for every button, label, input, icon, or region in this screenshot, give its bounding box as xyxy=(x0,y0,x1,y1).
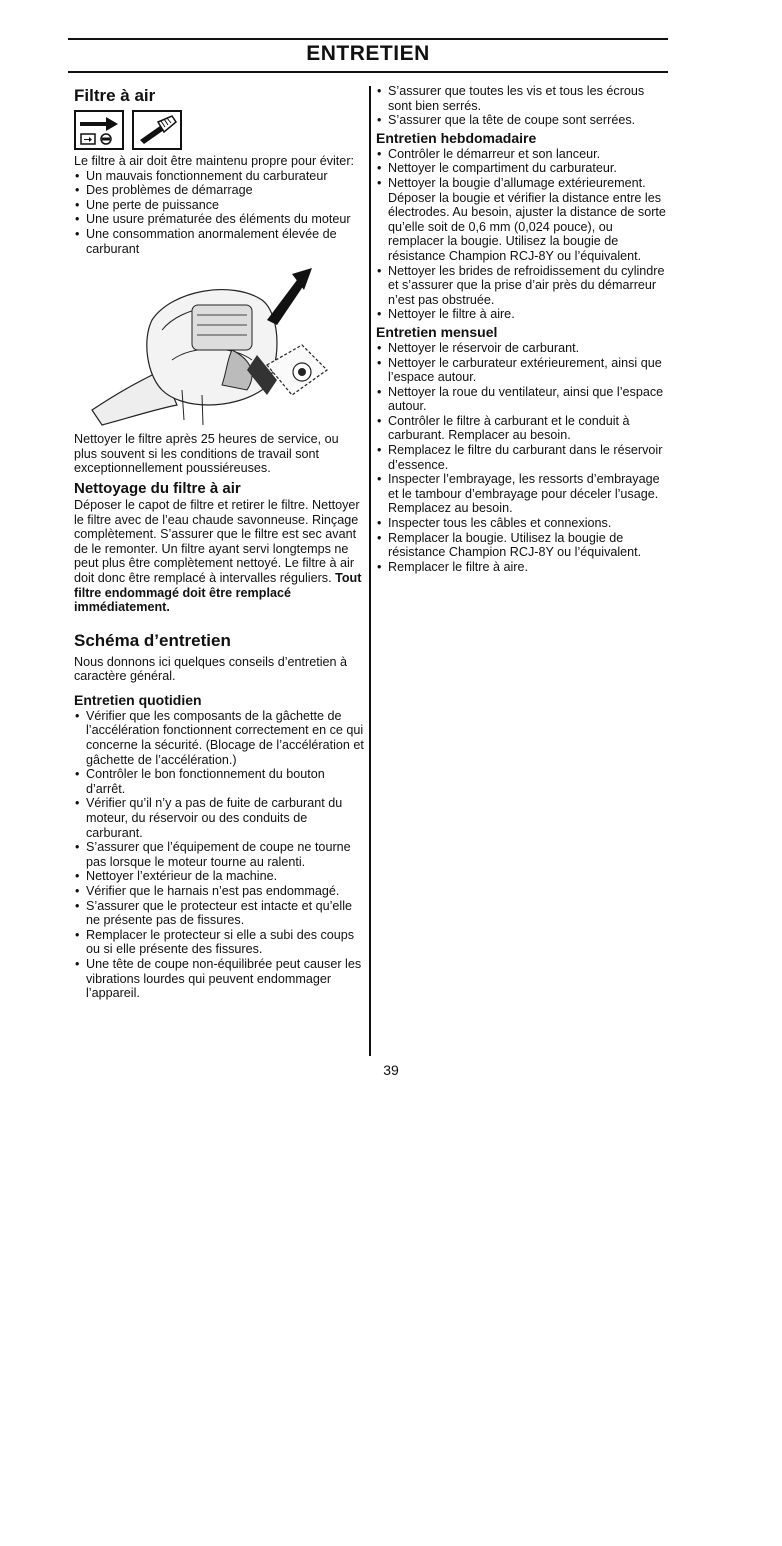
top-list xyxy=(376,84,670,128)
header-rule-bottom xyxy=(68,71,668,73)
list-item: • Une consommation anormalement élevée de carburant xyxy=(74,227,364,256)
filtre-list xyxy=(74,169,364,257)
maintenance-icons xyxy=(74,110,364,150)
stop-engine-icon xyxy=(74,110,124,150)
list-item: • Nettoyer le carburateur extérieurement, ainsi que l’espace autour. xyxy=(376,356,670,385)
list-item: • S’assurer que toutes les vis et tous les écrous sont bien serrés. xyxy=(376,84,670,113)
page-number: 39 xyxy=(383,1062,399,1078)
list-item: • Inspecter l’embrayage, les ressorts d’embrayage et le tambour d’embrayage pour déceler l’usage. Remplacez au besoin. xyxy=(376,472,670,516)
list-item: • Nettoyer le réservoir de carburant. xyxy=(376,341,670,356)
list-item: • Nettoyer la roue du ventilateur, ainsi que l’espace autour. xyxy=(376,385,670,414)
quotidien-list xyxy=(74,709,364,1001)
list-item: • Une tête de coupe non-équilibrée peut causer les vibrations lourdes qui peuvent endommager l’appareil. xyxy=(74,957,364,1001)
page-title: ENTRETIEN xyxy=(306,42,430,65)
list-item: • Nettoyer la bougie d’allumage extérieurement. Déposer la bougie et vérifier la distance entre les électrodes. Au besoin, ajuster la distance de sorte qu’elle soit de 0,6 mm (0,024 pouce), ou remplacer la bougie. Utilisez la bougie de résistance Champion RCJ-8Y ou l’équivalent. xyxy=(376,176,670,264)
right-column xyxy=(376,84,670,574)
nettoyage-text xyxy=(74,498,364,615)
list-item: • Remplacez le filtre du carburant dans le réservoir d’essence. xyxy=(376,443,670,472)
air-filter-illustration xyxy=(82,260,352,428)
list-item: • Vérifier que le harnais n’est pas endommagé. xyxy=(74,884,364,899)
list-item: • S’assurer que l’équipement de coupe ne tourne pas lorsque le moteur tourne au ralenti. xyxy=(74,840,364,869)
list-item: • Contrôler le filtre à carburant et le conduit à carburant. Remplacer au besoin. xyxy=(376,414,670,443)
section-title-mensuel: Entretien mensuel xyxy=(376,323,498,340)
section-title-nettoyage: Nettoyage du filtre à air xyxy=(74,479,241,497)
section-title-schema: Schéma d’entretien xyxy=(74,630,231,650)
list-item: • Une usure prématurée des éléments du moteur xyxy=(74,212,364,227)
list-item: • S’assurer que la tête de coupe sont serrées. xyxy=(376,113,670,128)
list-item: • Des problèmes de démarrage xyxy=(74,183,364,198)
list-item: • Une perte de puissance xyxy=(74,198,364,213)
list-item: • Inspecter tous les câbles et connexions. xyxy=(376,516,670,531)
list-item: • Remplacer la bougie. Utilisez la bougie de résistance Champion RCJ-8Y ou l’équivalent. xyxy=(376,531,670,560)
list-item: • Contrôler le démarreur et son lanceur. xyxy=(376,147,670,162)
section-title-filtre: Filtre à air xyxy=(74,86,156,105)
list-item: • Nettoyer l’extérieur de la machine. xyxy=(74,869,364,884)
list-item: • Contrôler le bon fonctionnement du bouton d’arrêt. xyxy=(74,767,364,796)
filtre-after-text: Nettoyer le filtre après 25 heures de service, ou plus souvent si les conditions de travail sont exceptionnellement poussiéreuses. xyxy=(74,432,339,476)
brush-icon xyxy=(132,110,182,150)
column-divider xyxy=(369,86,371,1056)
list-item: • Vérifier que les composants de la gâchette de l’accélération fonctionnent correctement en ce qui concerne la sécurité. (Blocage de l’accélération et gâchette de l’accélération.) xyxy=(74,709,364,767)
hebdomadaire-list xyxy=(376,147,670,322)
left-column xyxy=(74,80,364,1001)
section-title-hebdomadaire: Entretien hebdomadaire xyxy=(376,129,537,146)
list-item: • Un mauvais fonctionnement du carburateur xyxy=(74,169,364,184)
list-item: • Remplacer le protecteur si elle a subi des coups ou si elle présente des fissures. xyxy=(74,928,364,957)
schema-text: Nous donnons ici quelques conseils d’entretien à caractère général. xyxy=(74,654,348,684)
header-rule-top xyxy=(68,38,668,40)
list-item: • Nettoyer le compartiment du carburateur. xyxy=(376,161,670,176)
filtre-intro: Le filtre à air doit être maintenu propre pour éviter: xyxy=(74,154,355,168)
mensuel-list xyxy=(376,341,670,575)
list-item: • S’assurer que le protecteur est intacte et qu’elle ne présente pas de fissures. xyxy=(74,899,364,928)
nettoyage-warning: Tout filtre endommagé doit être remplacé immédiatement. xyxy=(74,570,362,615)
list-item: • Nettoyer le filtre à aire. xyxy=(376,307,670,322)
section-title-quotidien: Entretien quotidien xyxy=(74,691,202,708)
nettoyage-body: Déposer le capot de filtre et retirer le filtre. Nettoyer le filtre avec de l’eau chaude savonneuse. Rinçage complètement. S’assurer que le filtre est sec avant de le remonter. Un filtre ayant servi longtemps ne peut plus être complètement nettoyé. Le filtre à air doit donc être remplacé à intervalles réguliers. xyxy=(74,497,360,585)
list-item: • Vérifier qu’il n’y a pas de fuite de carburant du moteur, du réservoir ou des conduits de carburant. xyxy=(74,796,364,840)
list-item: • Remplacer le filtre à aire. xyxy=(376,560,670,575)
list-item: • Nettoyer les brides de refroidissement du cylindre et s’assurer que la prise d’air près du démarreur n’est pas obstruée. xyxy=(376,264,670,308)
